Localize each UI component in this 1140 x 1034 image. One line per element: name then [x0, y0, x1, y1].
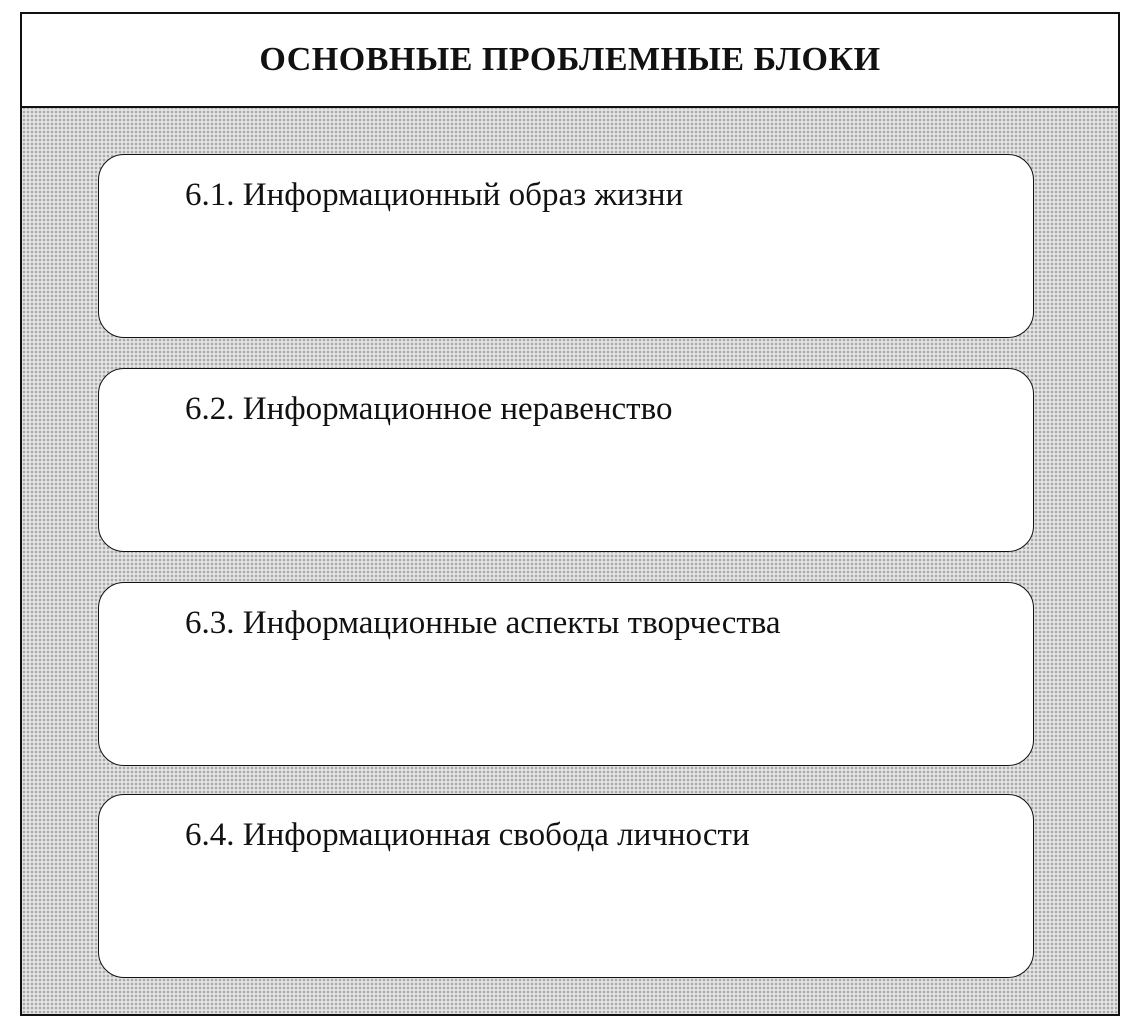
problem-block-label: 6.2. Информационное неравенство: [185, 391, 673, 427]
problem-block-2: [98, 368, 1034, 552]
problem-block-label: 6.3. Информационные аспекты творчества: [185, 605, 781, 641]
diagram-header: [22, 14, 1118, 108]
diagram-frame: [20, 12, 1120, 1016]
problem-block-1: [98, 154, 1034, 338]
problem-block-4: [98, 794, 1034, 978]
problem-block-3: [98, 582, 1034, 766]
problem-block-label: 6.1. Информационный образ жизни: [185, 177, 684, 213]
problem-block-label: 6.4. Информационная свобода личности: [185, 817, 750, 853]
header-title: ОСНОВНЫЕ ПРОБЛЕМНЫЕ БЛОКИ: [259, 41, 881, 78]
